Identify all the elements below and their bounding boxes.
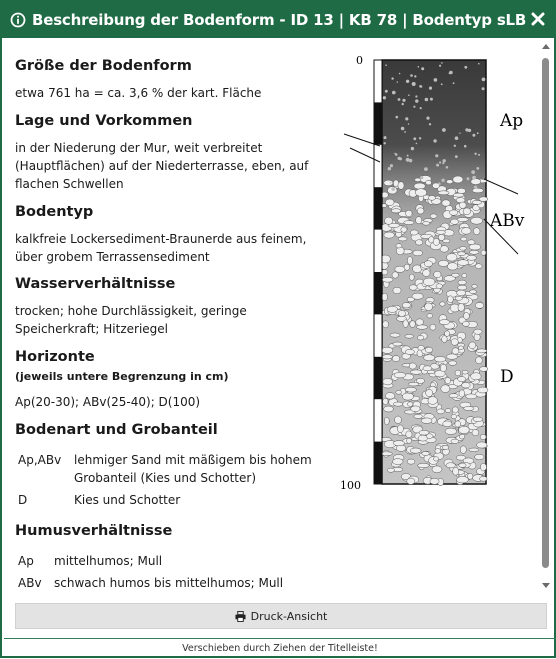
bodenart-value-line1: lehmiger Sand mit mäßigem bis hohem bbox=[74, 453, 312, 467]
text-groesse: etwa 761 ha = ca. 3,6 % der kart. Fläche bbox=[15, 86, 262, 100]
horizon-label-d: D bbox=[500, 367, 514, 387]
depth-label-bottom: 100 bbox=[340, 479, 361, 492]
heading-groesse: Größe der Bodenform bbox=[15, 58, 192, 74]
bodenart-value-line2: Grobanteil (Kies und Schotter) bbox=[74, 471, 257, 485]
heading-horizonte: Horizonte bbox=[15, 349, 95, 365]
close-icon[interactable] bbox=[530, 11, 546, 27]
scroll-thumb[interactable] bbox=[542, 58, 549, 568]
humus-row bbox=[18, 574, 328, 594]
description-content[interactable] bbox=[2, 38, 542, 598]
bodenart-key: D bbox=[18, 493, 28, 507]
scroll-down-arrow-icon[interactable] bbox=[542, 583, 550, 588]
bodenart-key: Ap,ABv bbox=[18, 453, 62, 467]
print-view-label: Druck-Ansicht bbox=[250, 609, 328, 623]
info-icon bbox=[10, 12, 26, 28]
text-lage: in der Niederung der Mur, weit verbreitet (Hauptflächen) auf der Niederterrasse, eben, auf flachen Schwellen bbox=[15, 141, 309, 191]
humus-value: schwach humos bis mittelhumos; Mull bbox=[54, 576, 284, 590]
humus-key: Ap bbox=[18, 554, 34, 568]
horizon-label-ap: Ap bbox=[500, 111, 524, 131]
humus-key: ABv bbox=[18, 576, 42, 590]
heading-bodentyp: Bodentyp bbox=[15, 204, 94, 220]
printer-icon bbox=[235, 611, 246, 622]
footer-hint: Verschieben durch Ziehen der Titelleiste! bbox=[4, 638, 556, 658]
bodenart-row bbox=[18, 451, 328, 491]
depth-label-top: 0 bbox=[356, 54, 363, 67]
window-titlebar[interactable] bbox=[2, 2, 554, 38]
vertical-scrollbar[interactable] bbox=[540, 38, 552, 598]
soil-profile-drawing bbox=[332, 54, 532, 494]
text-horizonte: Ap(20-30); ABv(25-40); D(100) bbox=[15, 395, 201, 409]
heading-wasser: Wasserverhältnisse bbox=[15, 276, 176, 292]
heading-lage: Lage und Vorkommen bbox=[15, 113, 193, 129]
window-title: Beschreibung der Bodenform - ID 13 | KB 78 | Bodentyp sLB bbox=[32, 11, 527, 29]
bodenart-row bbox=[18, 491, 328, 511]
scroll-up-arrow-icon[interactable] bbox=[542, 44, 550, 49]
heading-humus: Humusverhältnisse bbox=[15, 523, 173, 539]
print-view-button[interactable] bbox=[15, 603, 547, 629]
text-wasser: trocken; hohe Durchlässigkeit, geringe Speicherkraft; Hitzeriegel bbox=[15, 304, 247, 336]
humus-row bbox=[18, 552, 328, 572]
bodenart-value: Kies und Schotter bbox=[74, 493, 181, 507]
subheading-horizonte: (jeweils untere Begrenzung in cm) bbox=[15, 370, 229, 383]
heading-bodenart: Bodenart und Grobanteil bbox=[15, 422, 218, 438]
humus-value: mittelhumos; Mull bbox=[54, 554, 163, 568]
text-bodentyp: kalkfreie Lockersediment-Braunerde aus feinem, über grobem Terrassensediment bbox=[15, 232, 307, 264]
horizon-label-abv: ABv bbox=[490, 211, 525, 231]
